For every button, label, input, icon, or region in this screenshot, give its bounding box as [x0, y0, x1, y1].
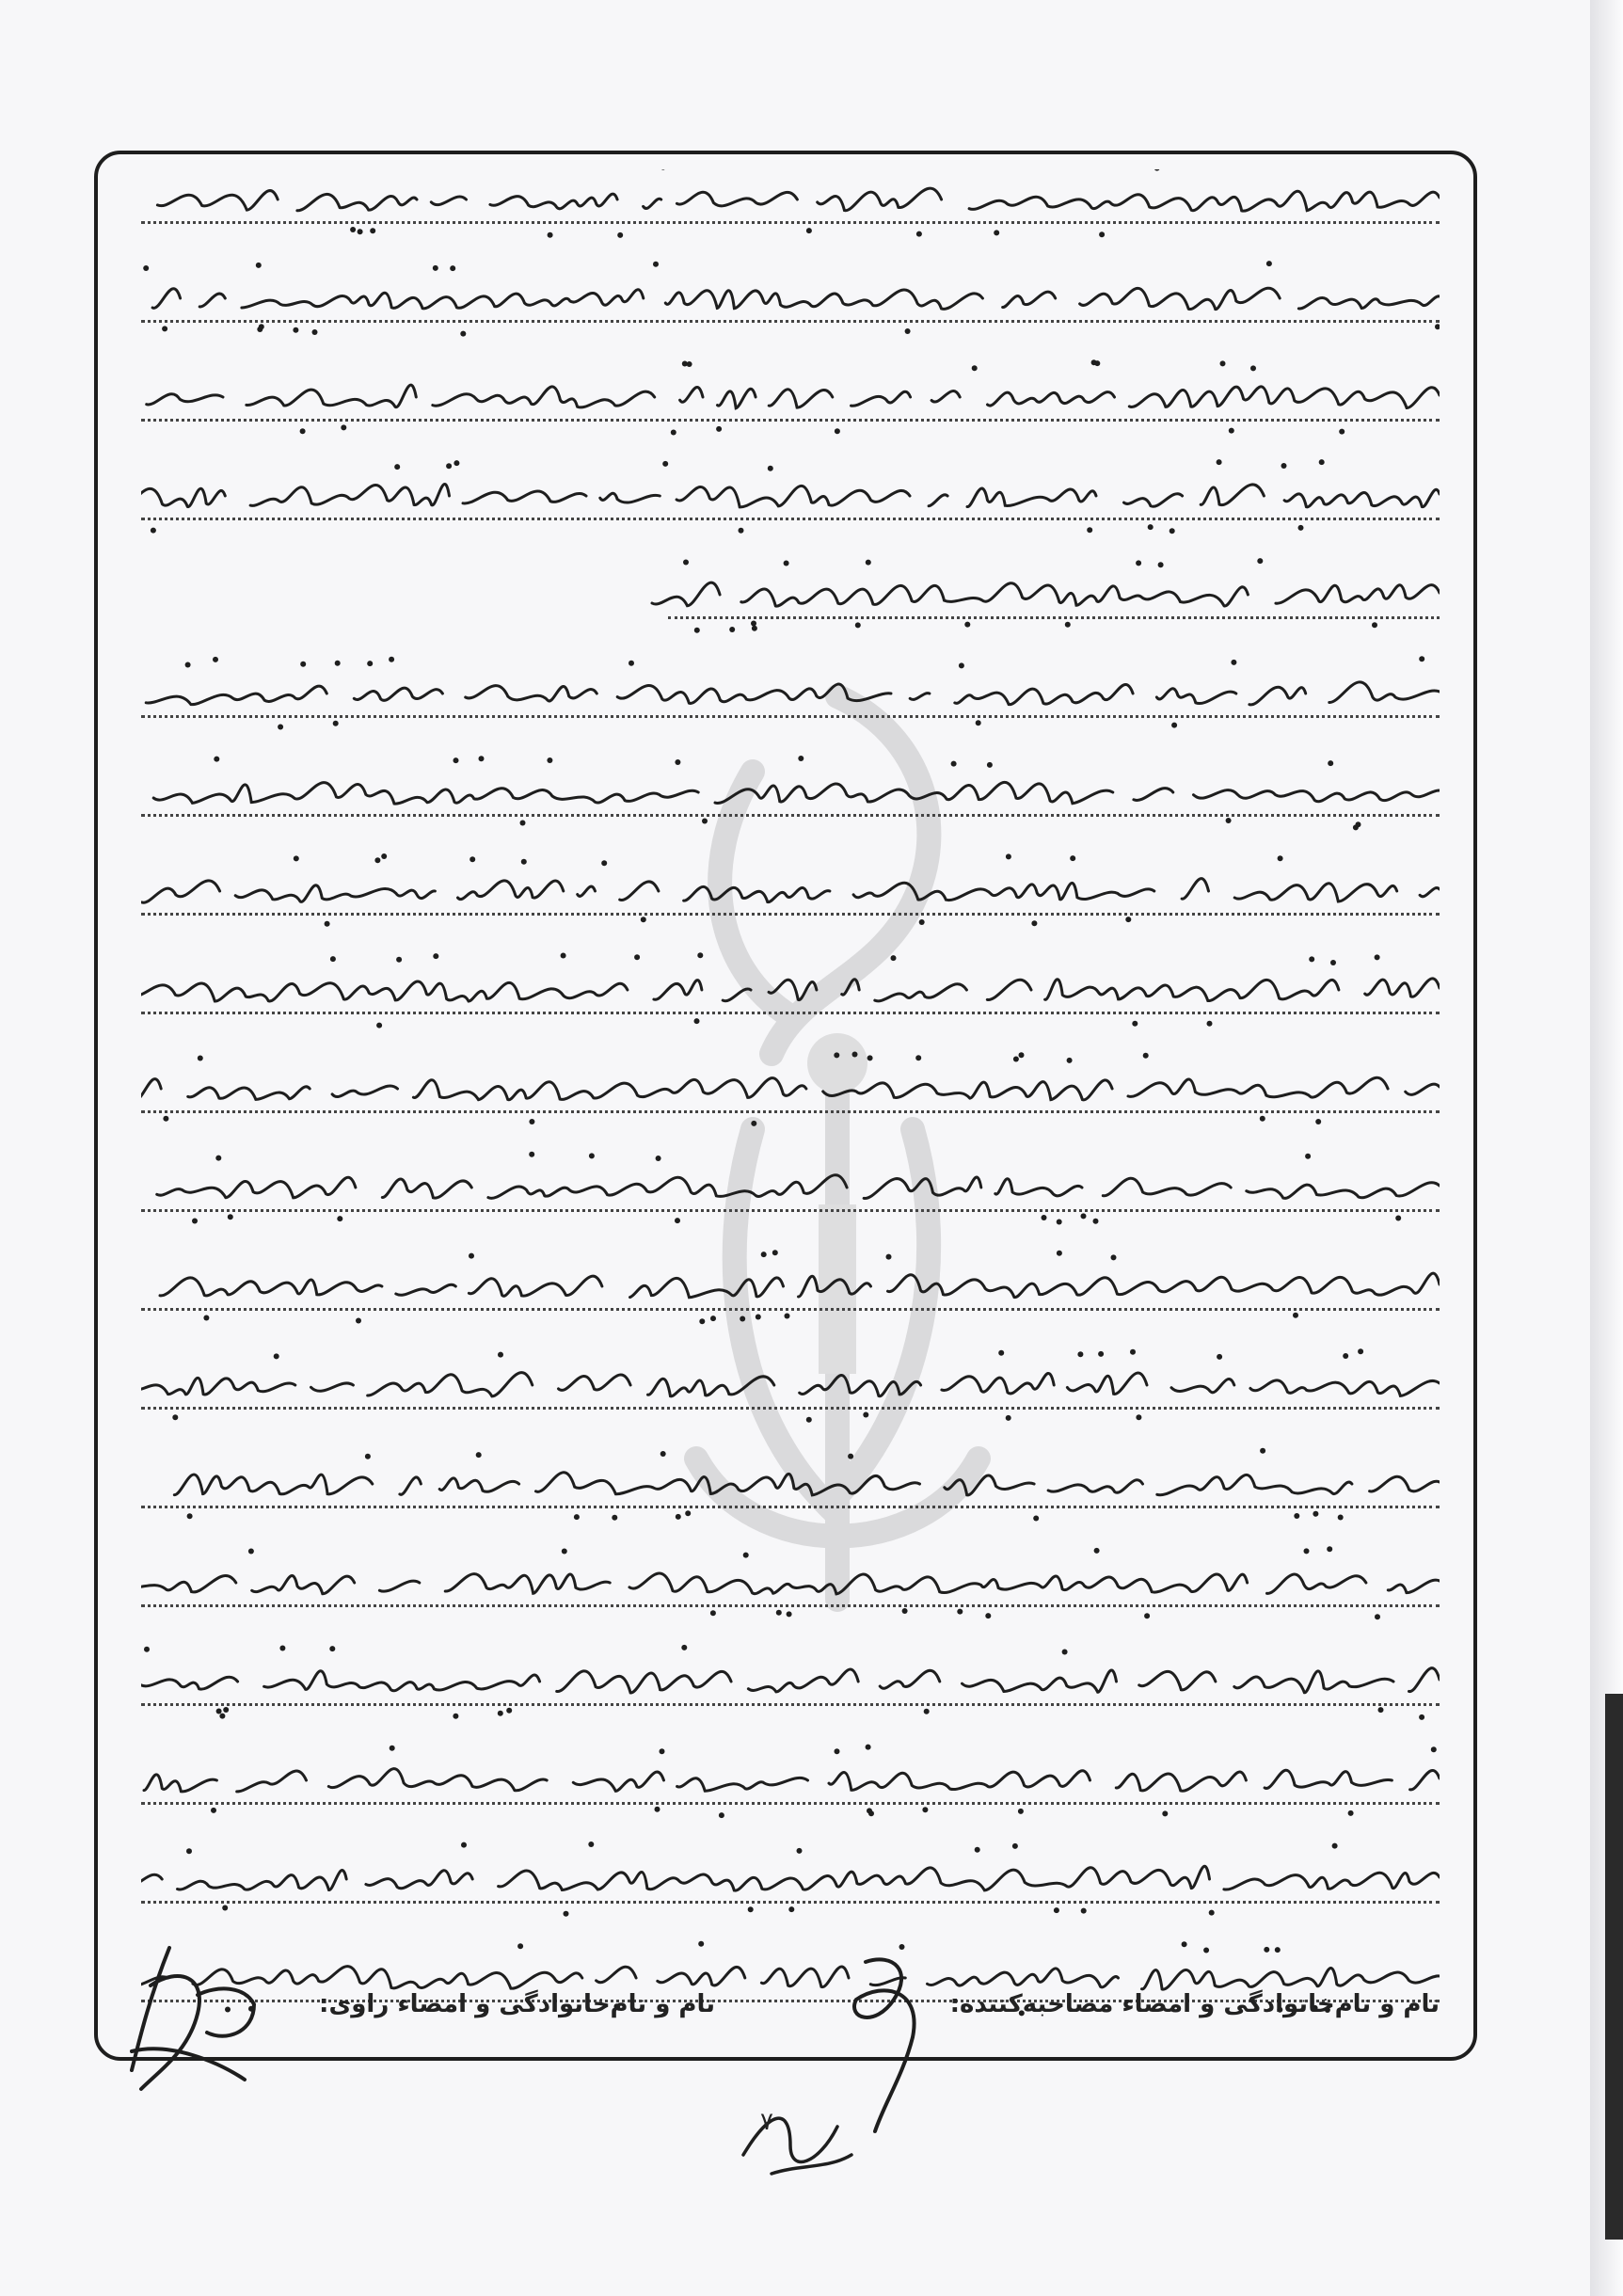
ink-dot — [987, 762, 993, 768]
handwritten-line — [157, 188, 1440, 211]
ink-dot — [1275, 1947, 1281, 1953]
ink-dot — [660, 1748, 665, 1754]
ink-dot — [697, 952, 703, 958]
ink-dot — [1281, 463, 1287, 469]
ink-dot — [681, 1645, 687, 1650]
ink-dot — [450, 265, 455, 271]
ink-dot — [187, 1513, 193, 1519]
ink-dot — [855, 622, 861, 628]
ink-dot — [433, 953, 438, 959]
ink-dot — [325, 921, 330, 927]
ink-dot — [1012, 1843, 1018, 1849]
ink-dot — [922, 1807, 928, 1812]
ink-dot — [656, 1156, 661, 1161]
ink-dot — [1031, 920, 1037, 926]
ink-dot — [1042, 1215, 1047, 1220]
handwritten-line — [141, 1668, 1440, 1693]
ink-dot — [1077, 1351, 1083, 1357]
ink-dot — [1217, 459, 1222, 465]
handwritten-line — [141, 979, 1440, 1001]
narrator-signature — [113, 1929, 273, 2108]
ink-dot — [919, 919, 925, 925]
ink-dot — [1309, 956, 1314, 962]
ink-dot — [905, 328, 911, 334]
ink-dot — [374, 857, 380, 863]
ink-dot — [1319, 459, 1325, 465]
ink-dot — [1431, 1746, 1437, 1752]
handwritten-line — [152, 288, 1440, 309]
ink-dot — [1419, 1714, 1424, 1720]
ink-dot — [868, 1810, 874, 1816]
ink-dot — [1006, 1415, 1011, 1421]
ink-dot — [461, 1842, 467, 1848]
ink-dot — [381, 853, 387, 859]
ink-dot — [1067, 1058, 1073, 1063]
ink-dot — [1154, 169, 1160, 171]
ink-dot — [601, 860, 607, 866]
ink-dot — [396, 957, 402, 963]
ink-dot — [787, 1611, 792, 1617]
ink-dot — [529, 1152, 534, 1157]
ink-dot — [1395, 1216, 1401, 1221]
ink-dot — [274, 1353, 279, 1359]
ink-dot — [655, 1807, 660, 1812]
ink-dot — [848, 1454, 853, 1459]
ink-dot — [341, 424, 346, 430]
handwritten-line — [153, 1473, 1440, 1495]
ink-dot — [1330, 960, 1336, 965]
ink-dot — [588, 1842, 594, 1847]
ink-dot — [300, 428, 306, 434]
ink-dot — [358, 229, 363, 234]
ink-dot — [365, 1454, 371, 1459]
ink-dot — [330, 956, 336, 962]
ink-dot — [228, 1214, 233, 1220]
ink-dot — [356, 1318, 361, 1324]
ink-dot — [1136, 560, 1141, 566]
ink-dot — [1170, 528, 1175, 534]
ink-dot — [506, 1708, 512, 1714]
ink-dot — [1304, 1548, 1310, 1554]
ink-dot — [479, 756, 485, 761]
ink-dot — [699, 1318, 705, 1324]
ink-dot — [641, 917, 646, 922]
ink-dot — [1207, 1021, 1213, 1027]
ink-dot — [924, 1709, 930, 1714]
handwritten-line — [160, 1273, 1440, 1298]
ink-dot — [469, 1253, 474, 1259]
ink-dot — [453, 1714, 458, 1719]
ink-dot — [453, 460, 459, 466]
scanner-edge — [1605, 1694, 1623, 2240]
ink-dot — [1070, 855, 1075, 861]
ink-dot — [1111, 1254, 1117, 1260]
ink-dot — [151, 528, 156, 534]
ink-dot — [1226, 818, 1232, 823]
ink-dot — [1348, 1810, 1354, 1816]
ink-dot — [1057, 1220, 1062, 1225]
ink-dot — [1209, 1910, 1215, 1916]
signature-footer — [113, 1990, 1440, 2028]
ink-dot — [333, 721, 339, 726]
ink-dot — [1065, 622, 1071, 628]
ink-dot — [976, 720, 981, 725]
ink-dot — [1315, 1119, 1321, 1124]
ink-dot — [1098, 1351, 1104, 1357]
ink-dot — [1313, 1511, 1318, 1517]
ink-dot — [1264, 1947, 1269, 1953]
ink-dot — [685, 1510, 691, 1516]
ink-dot — [743, 1553, 749, 1558]
ink-dot — [186, 1848, 192, 1854]
ink-dot — [761, 1252, 767, 1257]
ink-dot — [710, 1315, 716, 1321]
ink-dot — [1250, 365, 1256, 371]
ink-dot — [574, 1514, 580, 1520]
ink-dot — [951, 761, 957, 767]
ink-dot — [835, 428, 840, 434]
ink-dot — [1260, 1116, 1265, 1122]
ink-dot — [1298, 525, 1304, 531]
ink-dot — [729, 627, 735, 632]
ink-dot — [1182, 1941, 1187, 1947]
ink-dot — [772, 1250, 778, 1255]
ink-dot — [279, 1646, 285, 1651]
ink-dot — [390, 1746, 395, 1751]
ink-dot — [144, 1647, 150, 1652]
ink-dot — [716, 426, 722, 432]
ink-dot — [376, 1023, 382, 1028]
ink-dot — [278, 725, 283, 730]
ink-dot — [223, 1707, 229, 1713]
handwritten-line — [141, 1175, 1440, 1199]
narrator-signature-label: نام و نام‌خانوادگی و امضاء راوی: — [319, 1990, 715, 2018]
ink-dot — [1257, 558, 1263, 564]
page-number-mark — [734, 2089, 856, 2183]
ink-dot — [1143, 1053, 1149, 1059]
ink-dot — [1130, 1349, 1136, 1355]
ink-dot — [1019, 1052, 1025, 1058]
ink-dot — [259, 324, 264, 329]
ink-dot — [1013, 1057, 1019, 1062]
ink-dot — [835, 1748, 840, 1754]
ink-dot — [1171, 723, 1177, 728]
ink-dot — [866, 1745, 871, 1750]
ink-dot — [1081, 1213, 1087, 1219]
ink-dot — [1062, 1650, 1068, 1655]
ink-dot — [1162, 1810, 1168, 1816]
page-number: ۷ — [760, 2108, 773, 2136]
ink-dot — [1293, 1313, 1298, 1318]
ink-dot — [1260, 1448, 1265, 1454]
ink-dot — [719, 1812, 724, 1818]
ink-dot — [785, 1314, 790, 1319]
ink-dot — [863, 1412, 868, 1418]
ink-dot — [1033, 1516, 1039, 1522]
ink-dot — [1158, 562, 1164, 567]
ink-dot — [784, 561, 789, 566]
ink-dot — [1136, 1414, 1141, 1420]
ink-dot — [1328, 760, 1333, 766]
ink-dot — [687, 361, 692, 367]
ink-dot — [163, 1116, 168, 1122]
ink-dot — [312, 329, 318, 335]
ink-dot — [1132, 1021, 1138, 1027]
ink-dot — [1081, 1908, 1087, 1914]
ink-dot — [1093, 1219, 1099, 1224]
ink-dot — [460, 331, 466, 337]
ink-dot — [629, 661, 634, 666]
ink-dot — [806, 1417, 812, 1423]
ink-dot — [476, 1452, 482, 1458]
handwritten-line — [141, 1077, 1440, 1100]
ink-dot — [852, 1052, 858, 1058]
ink-dot — [1006, 853, 1011, 859]
ink-dot — [370, 228, 375, 233]
ink-dot — [1419, 656, 1424, 662]
ink-dot — [748, 1906, 754, 1912]
ink-dot — [589, 1153, 595, 1158]
ink-dot — [216, 1709, 222, 1714]
ink-dot — [768, 466, 773, 471]
ink-dot — [710, 1610, 716, 1616]
ink-dot — [866, 560, 871, 566]
ink-dot — [752, 626, 757, 631]
ink-dot — [517, 1943, 523, 1949]
handwritten-line — [147, 385, 1440, 408]
ink-dot — [694, 628, 700, 633]
ink-dot — [902, 1608, 908, 1614]
ink-dot — [964, 622, 970, 628]
handwriting-strokes — [141, 169, 1440, 2051]
ink-dot — [203, 1315, 209, 1321]
ink-dot — [739, 528, 744, 534]
ink-dot — [634, 954, 640, 960]
ink-dot — [293, 327, 298, 333]
ink-dot — [694, 1018, 700, 1024]
handwritten-line — [153, 782, 1440, 804]
ink-dot — [521, 859, 527, 865]
handwritten-line — [652, 582, 1440, 606]
ink-dot — [446, 463, 452, 469]
ink-dot — [329, 1646, 335, 1651]
ink-dot — [1018, 1809, 1024, 1814]
handwritten-line — [144, 1769, 1440, 1792]
ink-dot — [675, 1218, 680, 1223]
ink-dot — [740, 1316, 745, 1322]
ink-dot — [756, 1315, 761, 1320]
ink-dot — [1094, 1548, 1100, 1554]
ink-dot — [294, 855, 299, 861]
ink-dot — [612, 1515, 617, 1521]
ink-dot — [867, 1055, 873, 1060]
handwritten-line — [141, 1967, 1440, 1989]
ink-dot — [215, 1156, 221, 1161]
ink-dot — [806, 228, 812, 233]
ink-dot — [1375, 1614, 1380, 1619]
ink-dot — [698, 1941, 704, 1947]
ink-dot — [335, 661, 341, 666]
ink-dot — [185, 662, 191, 668]
ink-dot — [886, 1254, 892, 1260]
ink-dot — [959, 662, 964, 668]
ink-dot — [469, 856, 475, 862]
ink-dot — [998, 1350, 1004, 1356]
ink-dot — [143, 265, 149, 271]
handwritten-line — [141, 484, 1440, 506]
ink-dot — [562, 1549, 567, 1555]
ink-dot — [564, 1911, 569, 1917]
ink-dot — [675, 759, 680, 765]
ink-dot — [985, 1613, 991, 1618]
ink-dot — [1327, 1546, 1332, 1552]
ink-dot — [1294, 1513, 1299, 1519]
ink-dot — [617, 232, 623, 238]
ink-dot — [498, 1352, 503, 1358]
ink-dot — [671, 430, 676, 436]
ink-dot — [972, 365, 978, 371]
ink-dot — [702, 819, 708, 824]
ink-dot — [1054, 1907, 1059, 1913]
ink-dot — [1435, 324, 1440, 329]
ink-dot — [214, 757, 219, 762]
interviewer-signature-label: نام و نام‌خانوادگی و امضاء مصاحبه‌کننده: — [949, 1990, 1440, 2018]
ink-dot — [788, 1906, 794, 1912]
ink-dot — [994, 230, 999, 235]
ink-dot — [834, 1052, 839, 1058]
ink-dot — [751, 621, 756, 627]
handwritten-line — [141, 1373, 1440, 1396]
ink-dot — [529, 1119, 534, 1124]
ink-dot — [172, 1414, 178, 1420]
ink-dot — [1099, 231, 1105, 237]
ink-dot — [1278, 855, 1283, 861]
ink-dot — [222, 1905, 228, 1911]
ink-dot — [350, 227, 356, 232]
handwritten-line — [142, 879, 1440, 903]
ink-dot — [1217, 1354, 1222, 1360]
ink-dot — [520, 821, 526, 826]
ink-dot — [198, 1056, 203, 1061]
ink-dot — [1091, 359, 1097, 365]
ink-dot — [433, 265, 438, 271]
ink-dot — [1148, 524, 1154, 530]
ink-dot — [1332, 1843, 1338, 1849]
ink-dot — [300, 662, 306, 667]
ink-dot — [213, 657, 218, 662]
ink-dot — [798, 756, 804, 761]
ink-dot — [248, 1549, 254, 1555]
ink-dot — [660, 169, 666, 170]
ink-dot — [662, 461, 668, 467]
ink-dot — [1144, 1613, 1150, 1618]
ink-dot — [337, 1216, 342, 1221]
ink-dot — [192, 1219, 198, 1224]
ink-dot — [683, 560, 689, 566]
ink-dot — [561, 953, 566, 959]
ink-dot — [776, 1610, 782, 1616]
ink-dot — [547, 757, 552, 763]
ink-dot — [797, 1848, 803, 1854]
ink-dot — [891, 955, 897, 961]
ink-dot — [498, 1711, 503, 1716]
ink-dot — [453, 757, 459, 763]
ink-dot — [219, 1714, 225, 1719]
ink-dot — [975, 1847, 980, 1853]
handwritten-line — [141, 682, 1440, 705]
ink-dot — [1087, 527, 1092, 533]
ink-dot — [389, 657, 394, 662]
ink-dot — [676, 1514, 681, 1520]
ink-dot — [1220, 360, 1226, 366]
ink-dot — [1339, 429, 1345, 435]
ink-dot — [1231, 660, 1236, 665]
ink-dot — [751, 1121, 756, 1126]
ink-dot — [1266, 261, 1272, 266]
ink-dot — [1343, 1353, 1348, 1359]
ink-dot — [367, 661, 373, 666]
handwritten-line — [141, 1866, 1440, 1890]
ink-dot — [1203, 1948, 1209, 1953]
ink-dot — [394, 464, 400, 470]
ink-dot — [1338, 1515, 1344, 1521]
ink-dot — [1353, 824, 1359, 830]
ink-dot — [916, 231, 922, 237]
ink-dot — [957, 1609, 963, 1615]
ink-dot — [1375, 954, 1380, 960]
ink-dot — [1305, 1154, 1311, 1159]
ink-dot — [162, 326, 167, 331]
ink-dot — [660, 1451, 666, 1457]
ink-dot — [1378, 1707, 1384, 1713]
ink-dot — [1372, 622, 1377, 628]
ink-dot — [548, 232, 553, 238]
handwritten-line — [141, 1573, 1440, 1594]
ink-dot — [211, 1808, 216, 1813]
ink-dot — [1229, 428, 1234, 434]
ink-dot — [915, 1055, 921, 1060]
ink-dot — [256, 263, 262, 268]
ink-dot — [1057, 1251, 1062, 1256]
ink-dot — [1125, 917, 1131, 922]
ink-dot — [1358, 1348, 1363, 1354]
ink-dot — [653, 262, 659, 267]
